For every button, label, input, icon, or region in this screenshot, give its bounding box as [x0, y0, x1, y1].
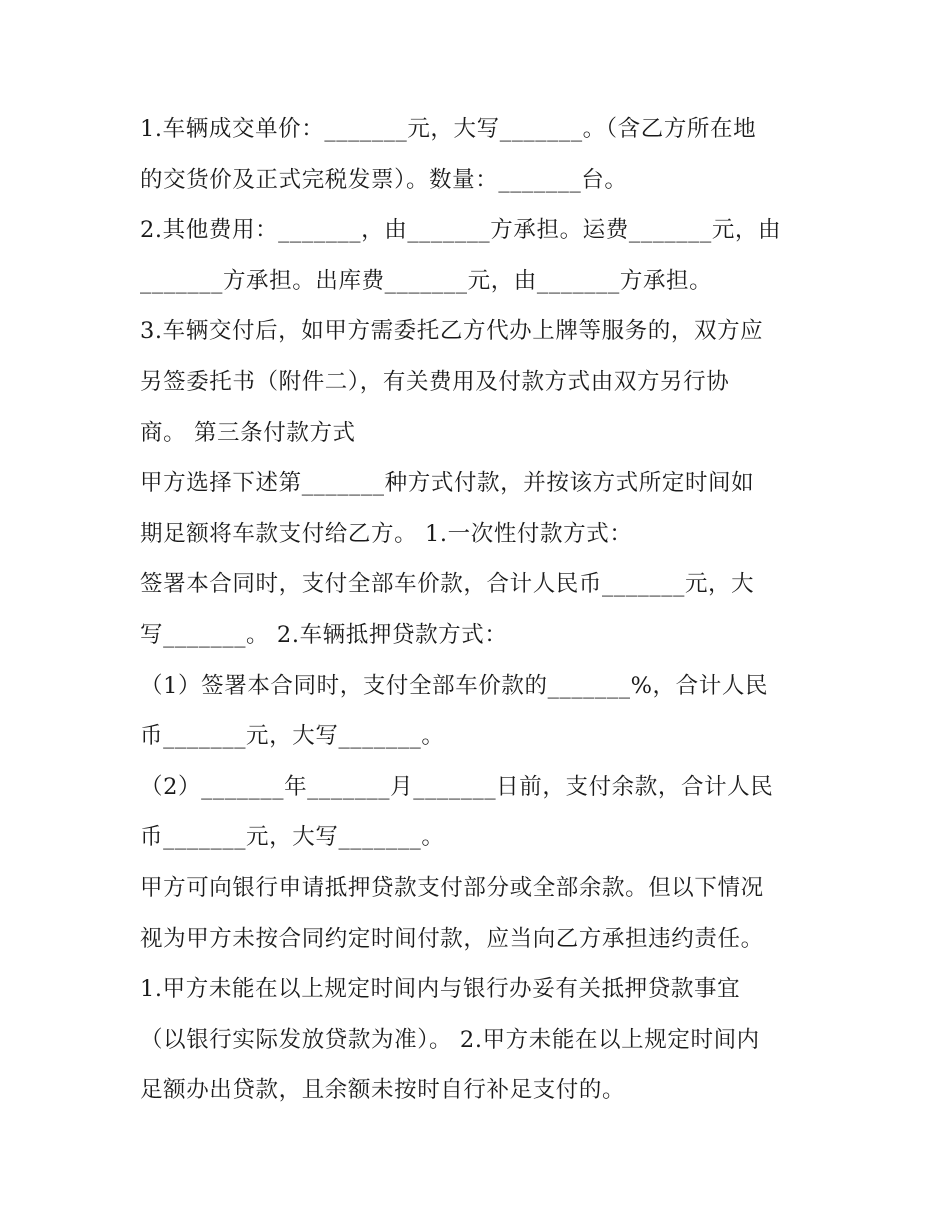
document-body: [140, 104, 820, 1116]
text-line: 币_______元，大写_______。: [140, 723, 445, 750]
text-line: 足额办出贷款，且余额未按时自行补足支付的。: [140, 1077, 626, 1104]
text-line: 甲方可向银行申请抵押贷款支付部分或全部余款。但以下情况: [140, 874, 764, 901]
text-line: 期足额将车款支付给乙方。 1.一次性付款方式：: [140, 520, 633, 547]
text-line: 币_______元，大写_______。: [140, 824, 445, 851]
text-line: 3.车辆交付后，如甲方需委托乙方代办上牌等服务的，双方应: [140, 318, 764, 345]
text-line: 甲方选择下述第_______种方式付款，并按该方式所定时间如: [140, 470, 755, 497]
text-line: 商。 第三条付款方式: [140, 419, 356, 446]
text-line: 1.车辆成交单价：_______元，大写_______。（含乙方所在地: [140, 116, 757, 142]
text-line: （1）签署本合同时，支付全部车价款的_______%，合计人民: [140, 672, 769, 699]
text-line: 1.甲方未能在以上规定时间内与银行办妥有关抵押贷款事宜: [140, 976, 741, 1003]
text-line: 写_______。 2.车辆抵押贷款方式：: [140, 621, 508, 648]
text-line: 2.其他费用：_______，由_______方承担。运费_______元，由: [140, 217, 782, 244]
text-line: 的交货价及正式完税发票）。数量：_______台。: [140, 166, 628, 193]
text-line: _______方承担。出库费_______元，由_______方承担。: [140, 267, 713, 294]
text-line: 另签委托书（附件二），有关费用及付款方式由双方另行协: [140, 368, 730, 395]
text-line: 签署本合同时，支付全部车价款，合计人民币_______元，大: [140, 571, 755, 598]
text-line: （2）_______年_______月_______日前，支付余款，合计人民: [140, 773, 774, 800]
text-line: （以银行实际发放贷款为准）。 2.甲方未能在以上规定时间内: [140, 1026, 760, 1053]
text-line: 视为甲方未按合同约定时间付款，应当向乙方承担违约责任。: [140, 925, 764, 952]
